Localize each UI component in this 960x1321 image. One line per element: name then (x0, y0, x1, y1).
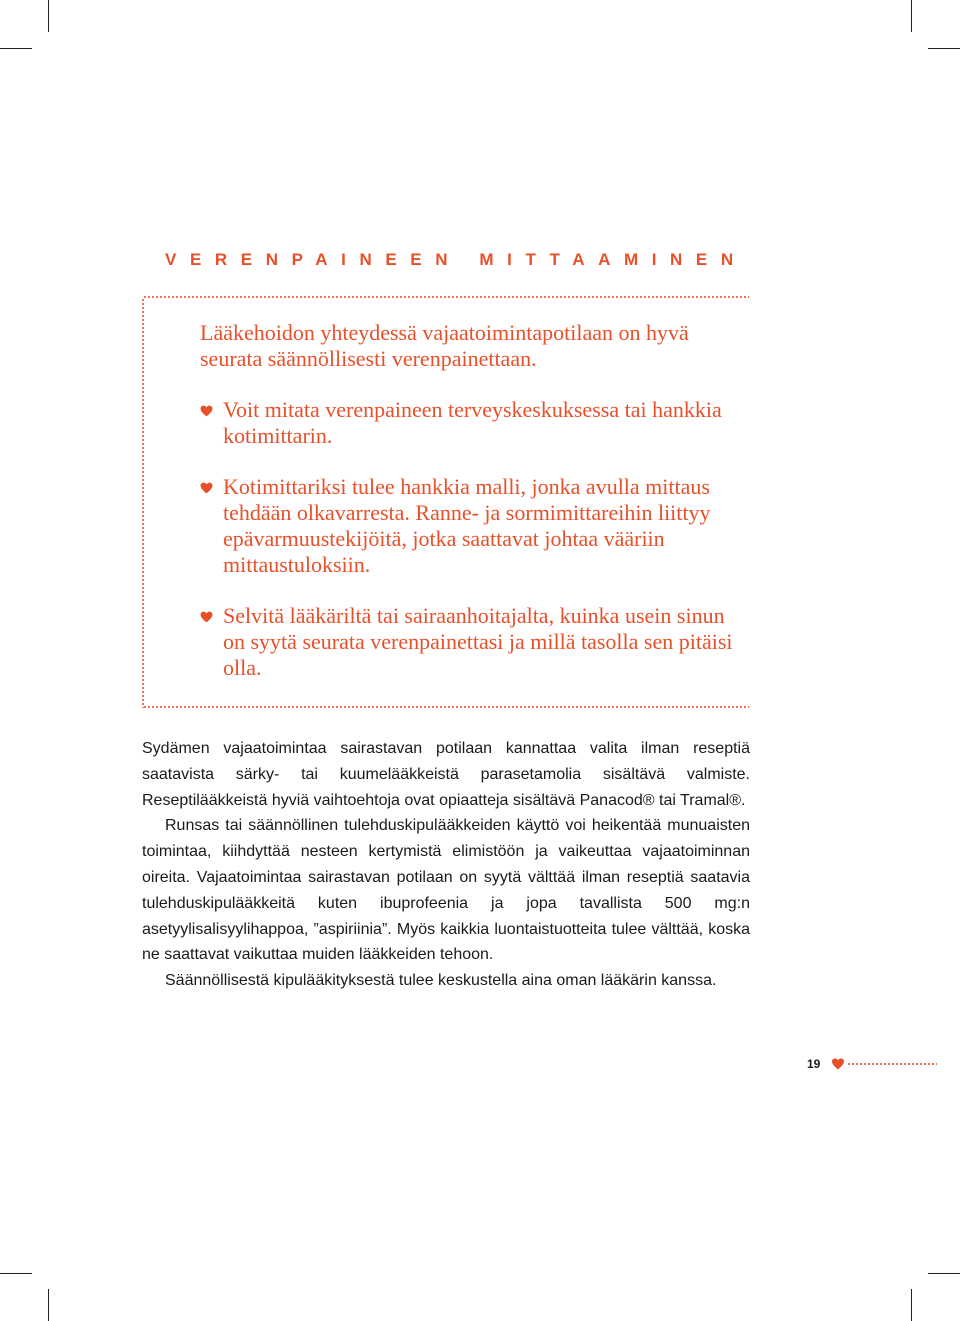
crop-mark-bottom-right-h (928, 1273, 960, 1274)
crop-mark-bottom-left (48, 1289, 49, 1321)
crop-mark-top-left (48, 0, 49, 32)
callout-intro: Lääkehoidon yhteydessä vajaatoimintapotilaan on hyvä seurata säännöllisesti verenpainettaan. (200, 320, 689, 371)
crop-mark-top-right-h (928, 48, 960, 49)
footer-dotted-line (847, 1063, 937, 1065)
callout-bullet-text: Kotimittariksi tulee hankkia malli, jonka avulla mittaus tehdään olkavarresta. Ranne- ja sormimittareihin liittyy epävarmuustekijöitä, jotka saattavat johtaa vääriin mittaustuloksiin. (223, 474, 711, 577)
body-paragraph: Säännöllisestä kipulääkityksestä tulee keskustella aina oman lääkärin kanssa. (165, 972, 717, 990)
heart-icon (831, 1058, 845, 1070)
callout-bullet-text: Voit mitata verenpaineen terveyskeskuksessa tai hankkia kotimittarin. (223, 397, 722, 448)
body-paragraph: Sydämen vajaatoimintaa sairastavan potilaan kannattaa valita ilman reseptiä saatavista särky- tai kuumelääkkeistä parasetamolia sisältävä valmiste. Reseptilääkkeistä hyviä vaihtoehtoja ovat opiaatteja sisältävä Panacod® tai Tramal®. (142, 740, 750, 809)
heart-icon (200, 482, 213, 494)
page-footer (807, 1055, 937, 1073)
crop-mark-top-right (911, 0, 912, 32)
body-paragraph: Runsas tai säännöllinen tulehduskipulääkkeiden käyttö voi heikentää munuaisten toimintaa, kiihdyttää nesteen kertymistä elimistöön ja vaikeuttaa vajaatoiminnan oireita. Vajaatoimintaa sairastavan potilaan on syytä välttää ilman reseptiä saatavia tulehduskipulääkkeitä kuten ibuprofeenia ja jopa tavallista 500 mg:n asetyylisalisyylihappoa, ”aspiriinia”. Myös kaikkia luontaistuotteita tulee välttää, koska ne saattavat vaikuttaa muiden lääkkeiden tehoon. (142, 817, 750, 964)
callout-border-bottom (143, 706, 749, 708)
crop-mark-bottom-right (911, 1289, 912, 1321)
callout-bullet-item (200, 397, 750, 449)
section-heading: VERENPAINEEN MITTAAMINEN (165, 250, 747, 269)
crop-mark-bottom-left-h (0, 1273, 32, 1274)
page-number: 19 (807, 1057, 821, 1071)
callout-bullet-text: Selvitä lääkäriltä tai sairaanhoitajalta, kuinka usein sinun on syytä seurata verenpainettasi ja millä tasolla sen pitäisi olla. (223, 603, 733, 680)
callout-bullet-list (200, 397, 750, 681)
callout-border-top (143, 296, 749, 298)
callout-bullet-item (200, 474, 750, 578)
callout-bullet-item (200, 603, 750, 681)
heart-icon (200, 611, 213, 623)
callout-border-left (142, 298, 144, 708)
heart-icon (200, 405, 213, 417)
callout-box (200, 320, 750, 706)
body-text (142, 736, 750, 994)
crop-mark-top-left-h (0, 48, 32, 49)
